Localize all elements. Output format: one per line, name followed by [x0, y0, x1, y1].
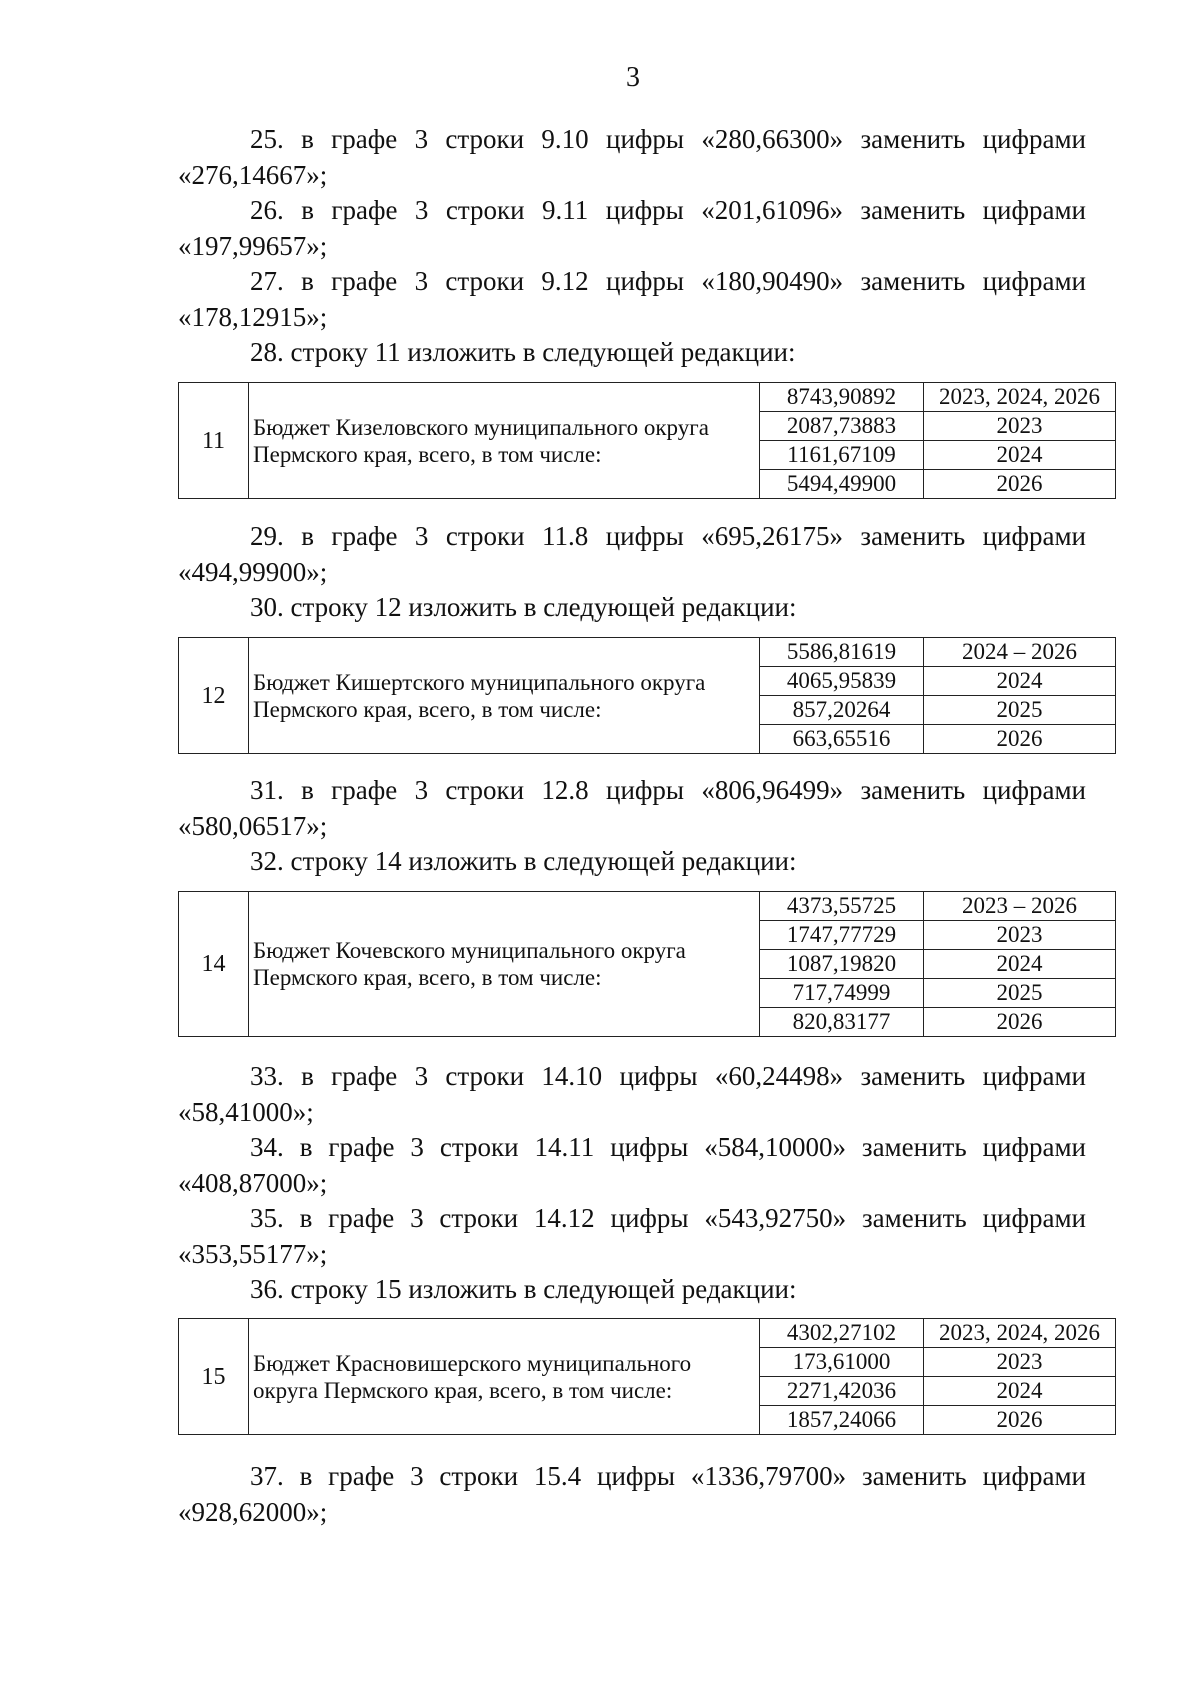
row-number: 12	[179, 638, 249, 754]
year-cell: 2026	[924, 470, 1116, 499]
amount-cell: 8743,90892	[760, 383, 924, 412]
paragraph-33	[178, 1058, 1086, 1130]
paragraph-line: «494,99900»;	[178, 557, 328, 587]
paragraph-line: 31. в графе 3 строки 12.8 цифры «806,96499» заменить цифрами	[250, 775, 1086, 805]
paragraph-30: 30. строку 12 изложить в следующей редакции:	[250, 592, 797, 622]
paragraph-31	[178, 772, 1086, 844]
row-number: 15	[179, 1319, 249, 1435]
paragraph-line: «580,06517»;	[178, 811, 328, 841]
paragraph-line: 29. в графе 3 строки 11.8 цифры «695,26175» заменить цифрами	[250, 521, 1086, 551]
year-cell: 2023, 2024, 2026	[924, 1319, 1116, 1348]
year-cell: 2023	[924, 412, 1116, 441]
paragraph-29	[178, 518, 1086, 590]
paragraph-line: 34. в графе 3 строки 14.11 цифры «584,10000» заменить цифрами	[250, 1132, 1086, 1162]
amount-cell: 4373,55725	[760, 892, 924, 921]
year-cell: 2023	[924, 1348, 1116, 1377]
table-row-15	[178, 1318, 1116, 1435]
paragraph-34	[178, 1129, 1086, 1201]
year-cell: 2023, 2024, 2026	[924, 383, 1116, 412]
amount-cell: 820,83177	[760, 1008, 924, 1037]
year-cell: 2024	[924, 950, 1116, 979]
paragraph-line: 37. в графе 3 строки 15.4 цифры «1336,79700» заменить цифрами	[250, 1461, 1086, 1491]
paragraph-line: «197,99657»;	[178, 231, 328, 261]
amount-cell: 1747,77729	[760, 921, 924, 950]
paragraph-line: 35. в графе 3 строки 14.12 цифры «543,92750» заменить цифрами	[250, 1203, 1086, 1233]
table-row-14	[178, 891, 1116, 1037]
paragraph-27	[178, 263, 1086, 335]
paragraph-line: 27. в графе 3 строки 9.12 цифры «180,90490» заменить цифрами	[250, 266, 1086, 296]
paragraph-line: «58,41000»;	[178, 1097, 314, 1127]
paragraph-32: 32. строку 14 изложить в следующей редакции:	[250, 846, 797, 876]
paragraph-36: 36. строку 15 изложить в следующей редакции:	[250, 1274, 797, 1304]
amount-cell: 4065,95839	[760, 667, 924, 696]
amount-cell: 1087,19820	[760, 950, 924, 979]
paragraph-25	[178, 121, 1086, 193]
amount-cell: 663,65516	[760, 725, 924, 754]
amount-cell: 857,20264	[760, 696, 924, 725]
paragraph-28: 28. строку 11 изложить в следующей редакции:	[250, 337, 796, 367]
paragraph-line: 33. в графе 3 строки 14.10 цифры «60,24498» заменить цифрами	[250, 1061, 1086, 1091]
paragraph-line: «178,12915»;	[178, 302, 328, 332]
year-cell: 2026	[924, 1406, 1116, 1435]
year-cell: 2026	[924, 725, 1116, 754]
paragraph-26	[178, 192, 1086, 264]
year-cell: 2023 – 2026	[924, 892, 1116, 921]
year-cell: 2024	[924, 667, 1116, 696]
budget-name: Бюджет Кишертского муниципального округа Пермского края, всего, в том числе:	[249, 638, 760, 754]
row-number: 11	[179, 383, 249, 499]
amount-cell: 2087,73883	[760, 412, 924, 441]
table-row-12	[178, 637, 1116, 754]
budget-name: Бюджет Кизеловского муниципального округа Пермского края, всего, в том числе:	[249, 383, 760, 499]
year-cell: 2024	[924, 441, 1116, 470]
budget-name: Бюджет Кочевского муниципального округа Пермского края, всего, в том числе:	[249, 892, 760, 1037]
amount-cell: 173,61000	[760, 1348, 924, 1377]
year-cell: 2025	[924, 979, 1116, 1008]
amount-cell: 1161,67109	[760, 441, 924, 470]
amount-cell: 4302,27102	[760, 1319, 924, 1348]
year-cell: 2026	[924, 1008, 1116, 1037]
row-number: 14	[179, 892, 249, 1037]
table-row-11	[178, 382, 1116, 499]
amount-cell: 5586,81619	[760, 638, 924, 667]
amount-cell: 1857,24066	[760, 1406, 924, 1435]
paragraph-35	[178, 1200, 1086, 1272]
amount-cell: 5494,49900	[760, 470, 924, 499]
budget-name: Бюджет Красновишерского муниципального округа Пермского края, всего, в том числе:	[249, 1319, 760, 1435]
paragraph-line: «353,55177»;	[178, 1239, 328, 1269]
paragraph-line: «408,87000»;	[178, 1168, 328, 1198]
page-number: 3	[626, 62, 640, 93]
paragraph-37	[178, 1458, 1086, 1530]
year-cell: 2023	[924, 921, 1116, 950]
year-cell: 2024	[924, 1377, 1116, 1406]
paragraph-line: 25. в графе 3 строки 9.10 цифры «280,66300» заменить цифрами	[250, 124, 1086, 154]
paragraph-line: 26. в графе 3 строки 9.11 цифры «201,61096» заменить цифрами	[250, 195, 1086, 225]
amount-cell: 2271,42036	[760, 1377, 924, 1406]
year-cell: 2024 – 2026	[924, 638, 1116, 667]
paragraph-line: «276,14667»;	[178, 160, 328, 190]
paragraph-line: «928,62000»;	[178, 1497, 328, 1527]
amount-cell: 717,74999	[760, 979, 924, 1008]
year-cell: 2025	[924, 696, 1116, 725]
